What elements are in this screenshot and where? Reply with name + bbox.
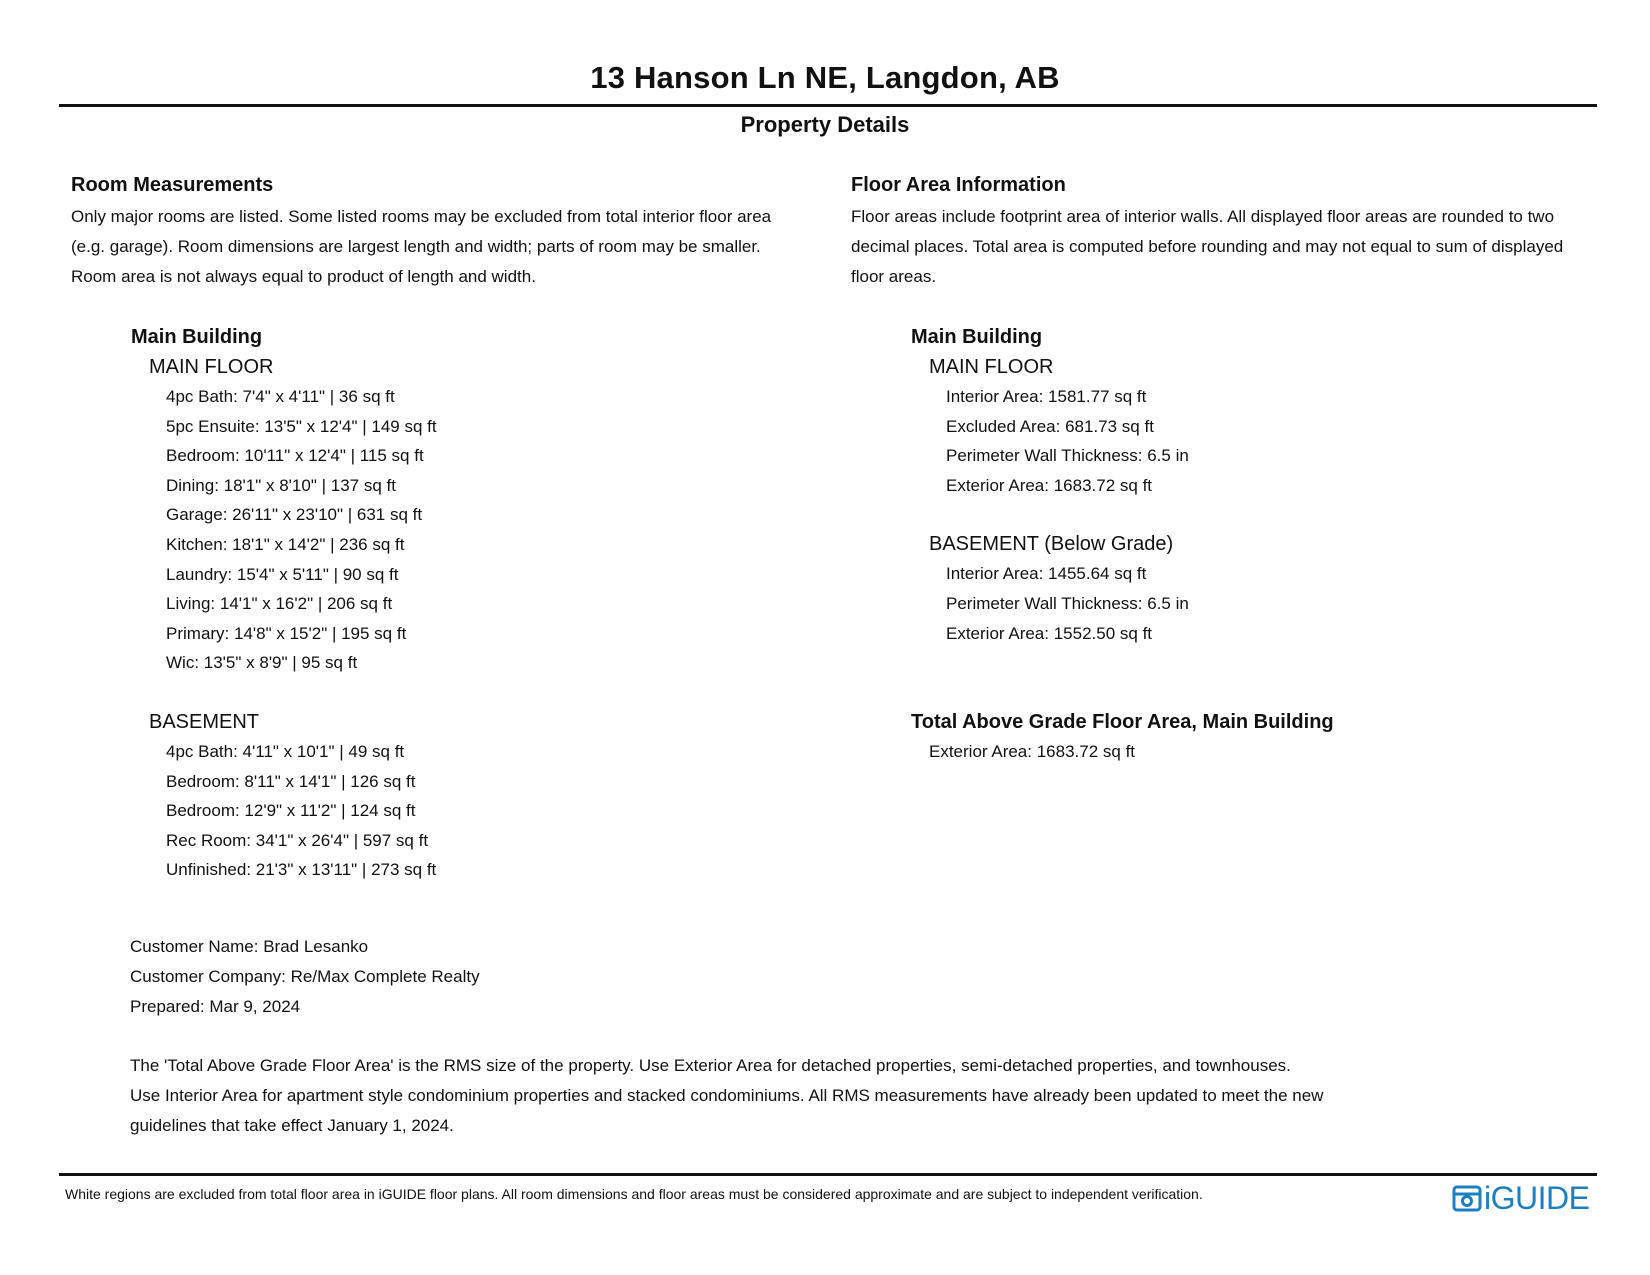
main-floor-heading: MAIN FLOOR [929, 356, 1054, 378]
spacer [71, 678, 811, 707]
header-divider [59, 104, 1597, 107]
basement-room-list [166, 737, 811, 885]
description-line: (e.g. garage). Room dimensions are largest length and width; parts of room may be smaller. [71, 237, 761, 256]
basement-heading: BASEMENT [149, 710, 260, 733]
note-line: Use Interior Area for apartment style condominium properties and stacked condominiums. All RMS measurements have already been updated to meet the new [130, 1086, 1324, 1105]
note-line: guidelines that take effect January 1, 2024. [130, 1116, 454, 1135]
customer-info [130, 932, 480, 1022]
customer-company: Customer Company: Re/Max Complete Realty [130, 967, 480, 986]
area-row: Perimeter Wall Thickness: 6.5 in [946, 593, 1189, 613]
floor-area-description [851, 202, 1611, 292]
page-subtitle: Property Details [740, 112, 910, 137]
spacer [851, 648, 1611, 707]
description-line: Only major rooms are listed. Some listed rooms may be excluded from total interior floor area [71, 207, 772, 226]
description-line: decimal places. Total area is computed before rounding and may not equal to sum of displayed [851, 237, 1564, 256]
room-row: Wic: 13'5" x 8'9" | 95 sq ft [166, 653, 358, 673]
room-measurements-heading: Room Measurements [71, 174, 274, 196]
room-row: Primary: 14'8" x 15'2" | 195 sq ft [166, 623, 407, 643]
room-row: Bedroom: 8'11" x 14'1" | 126 sq ft [166, 771, 416, 791]
rms-note [130, 1051, 1570, 1141]
area-row: Exterior Area: 1552.50 sq ft [946, 623, 1153, 643]
iguide-camera-icon [1452, 1183, 1482, 1213]
room-row: Unfinished: 21'3" x 13'11" | 273 sq ft [166, 860, 437, 880]
main-floor-heading: MAIN FLOOR [149, 356, 274, 378]
description-line: Room area is not always equal to product of length and width. [71, 267, 536, 286]
description-line: Floor areas include footprint area of interior walls. All displayed floor areas are rounded to two [851, 207, 1555, 226]
room-measurements-description [71, 202, 811, 292]
basement-area-list [946, 559, 1611, 648]
description-line: floor areas. [851, 267, 937, 286]
area-row: Excluded Area: 681.73 sq ft [946, 416, 1154, 436]
iguide-logo [1452, 1180, 1589, 1216]
area-row: Interior Area: 1455.64 sq ft [946, 564, 1147, 584]
footer-disclaimer: White regions are excluded from total floor area in iGUIDE floor plans. All room dimensions and floor areas must be considered approximate and are subject to independent verification. [65, 1186, 1203, 1202]
prepared-date: Prepared: Mar 9, 2024 [130, 997, 301, 1016]
area-row: Exterior Area: 1683.72 sq ft [946, 475, 1153, 495]
room-row: 4pc Bath: 4'11" x 10'1" | 49 sq ft [166, 741, 405, 761]
floor-area-section [851, 172, 1611, 767]
room-row: Living: 14'1" x 16'2" | 206 sq ft [166, 594, 393, 614]
footer-divider [59, 1173, 1597, 1176]
room-row: Bedroom: 10'11" x 12'4" | 115 sq ft [166, 446, 424, 466]
floor-area-heading: Floor Area Information [851, 174, 1066, 196]
room-measurements-section [71, 172, 811, 885]
main-floor-area-list [946, 382, 1611, 500]
area-row: Perimeter Wall Thickness: 6.5 in [946, 446, 1189, 466]
room-row: Dining: 18'1" x 8'10" | 137 sq ft [166, 475, 396, 495]
room-row: Rec Room: 34'1" x 26'4" | 597 sq ft [166, 830, 429, 850]
room-row: Garage: 26'11" x 23'10" | 631 sq ft [166, 505, 423, 525]
building-heading: Main Building [911, 326, 1043, 348]
main-floor-room-list [166, 382, 811, 678]
room-row: Kitchen: 18'1" x 14'2" | 236 sq ft [166, 534, 405, 554]
iguide-logo-text: iGUIDE [1484, 1180, 1590, 1216]
basement-heading: BASEMENT (Below Grade) [929, 533, 1174, 556]
room-row: Bedroom: 12'9" x 11'2" | 124 sq ft [166, 801, 416, 821]
building-heading: Main Building [131, 326, 263, 348]
room-row: Laundry: 15'4" x 5'11" | 90 sq ft [166, 564, 399, 584]
room-row: 4pc Bath: 7'4" x 4'11" | 36 sq ft [166, 387, 395, 406]
customer-name: Customer Name: Brad Lesanko [130, 937, 369, 956]
total-area-heading: Total Above Grade Floor Area, Main Building [911, 711, 1334, 734]
area-row: Interior Area: 1581.77 sq ft [946, 387, 1147, 406]
page-title: 13 Hanson Ln NE, Langdon, AB [590, 60, 1060, 95]
spacer [851, 500, 1611, 529]
room-row: 5pc Ensuite: 13'5" x 12'4" | 149 sq ft [166, 416, 437, 436]
total-area-row: Exterior Area: 1683.72 sq ft [929, 742, 1136, 762]
note-line: The 'Total Above Grade Floor Area' is the RMS size of the property. Use Exterior Area for detached properties, semi-detached properties, and townhouses. [130, 1056, 1291, 1075]
